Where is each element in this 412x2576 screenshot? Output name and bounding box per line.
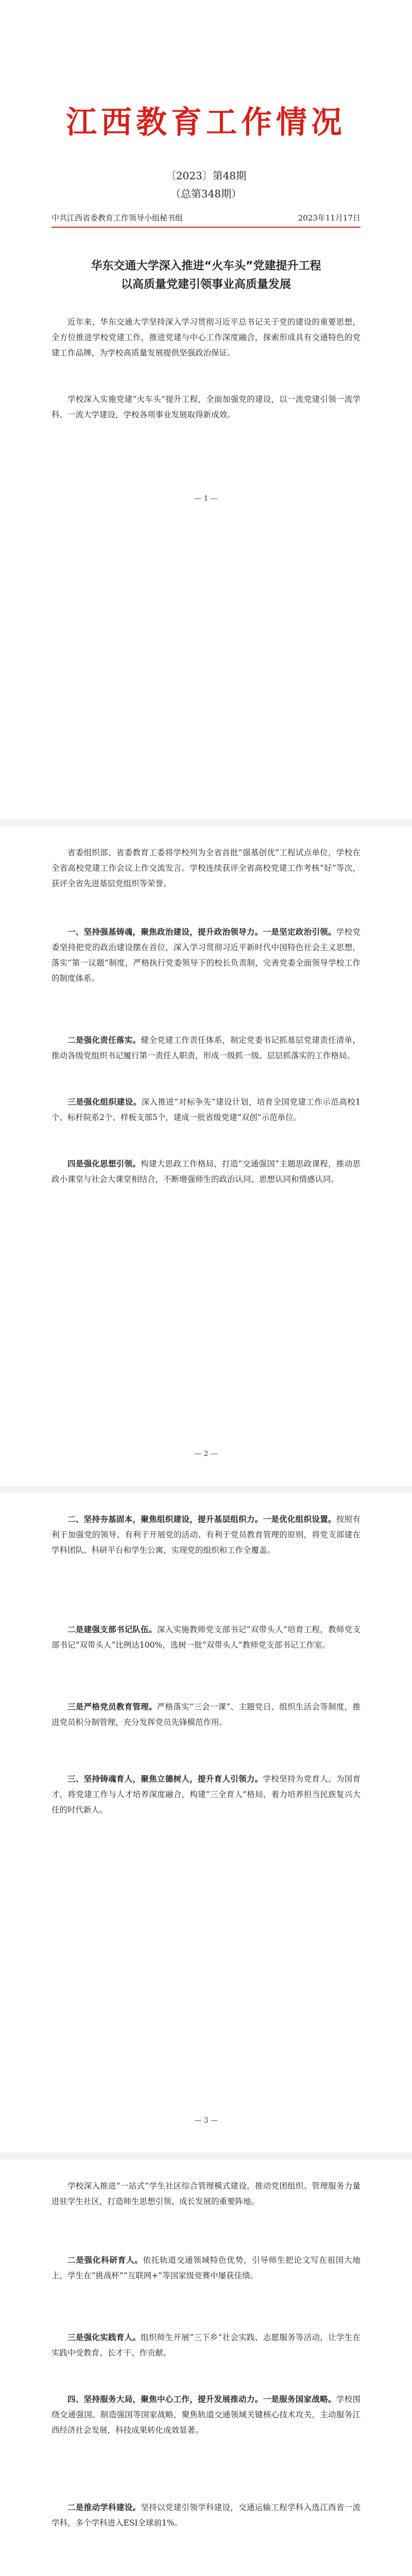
section-1c-paragraph: 三是强化组织建设。深入推进“对标争先”建设计划，培育全国党建工作示范高校1个、标杆院系2个、样板支部5个，建成一批省级党建“双创”示范单位。 (52, 1097, 360, 1122)
section-2c-paragraph: 三是严格党员教育管理。严格落实“三会一课”、主题党日、组织生活会等制度，推进党员积分制管理，充分发挥党员先锋模范作用。 (52, 1702, 360, 1727)
paragraph: 省委组织部、省委教育工委将学校列为全省首批“强基创优”工程试点单位，学校在全省高校党建工作会议上作交流发言。学校连续获评全省高校党建工作考核“好”等次，获评全省先进基层党组织等荣誉。 (52, 848, 360, 888)
intro-paragraph-2: 学校深入实施党建“火车头”提升工程，全面加强党的建设，以一流党建引领一流学科、一流大学建设，学校各项事业发展取得新成效。 (52, 395, 360, 419)
section-1b-paragraph: 二是强化责任落实。健全党建工作责任体系，制定党委书记抓基层党建责任清单，推动各级党组织书记履行第一责任人职责，形成一级抓一级、层层抓落实的工作格局。 (52, 1035, 360, 1060)
issue-number: 〔2023〕第48期 (165, 170, 247, 182)
page-separator (0, 819, 412, 826)
page-separator (0, 1486, 412, 1493)
section-4b-paragraph: 二是推动学科建设。坚持以党建引领学科建设，交通运输工程学科入选江西省一流学科，多个学科进入ESI全球前1%。 (52, 2502, 360, 2528)
section-heading-2: 二、坚持夯基固本，聚焦组织建设，提升基层组织力。 (67, 1514, 263, 1524)
section-3b-paragraph: 三是强化实践育人。组织师生开展“三下乡”社会实践、志愿服务等活动，让学生在实践中受教育、长才干、作贡献。 (52, 2332, 360, 2358)
section-4-paragraph: 四、坚持服务大局，聚焦中心工作，提升发展推动力。一是服务国家战略。学校围绕交通强国、制造强国等国家战略，聚焦轨道交通领域关键核心技术攻关，主动服务江西经济社会发展，科技成果转化成效显著。 (52, 2394, 360, 2435)
paragraph: 学校深入推进“一站式”学生社区综合管理模式建设，推动党团组织、管理服务力量进驻学生社区，打造师生思想引领、成长发展的重要阵地。 (52, 2181, 360, 2206)
org-line (52, 212, 360, 223)
section-heading-3: 三、坚持铸魂育人，聚焦立德树人，提升育人引领力。 (67, 1774, 263, 1784)
page-2 (0, 826, 412, 1486)
issue-total: （总第348期） (170, 188, 242, 200)
section-2-paragraph: 二、坚持夯基固本，聚焦组织建设，提升基层组织力。一是优化组织设置。按照有利于加强党的领导、有利于开展党的活动、有利于党员教育管理的原则，将党支部建在学科团队、科研平台和学生公寓，实现党的组织和工作全覆盖。 (52, 1514, 360, 1555)
header-red-rule (52, 227, 360, 228)
page-number-1: — 1 — (194, 495, 218, 503)
page-4 (0, 2160, 412, 2576)
section-heading-1: 一、坚持强基铸魂，聚焦政治建设，提升政治领导力。 (67, 927, 263, 937)
issue-date: 2023年11月17日 (298, 213, 360, 223)
section-1-paragraph: 一、坚持强基铸魂，聚焦政治建设，提升政治领导力。一是坚定政治引领。学校党委坚持把党的政治建设摆在首位，深入学习贯彻习近平新时代中国特色社会主义思想，落实“第一议题”制度，严格执行党委领导下的校长负责制，完善党委全面领导学校工作的制度体系。 (52, 927, 360, 983)
issuing-org: 中共江西省委教育工作领导小组秘书组 (52, 213, 183, 223)
section-1d-paragraph: 四是强化思想引领。构建大思政工作格局，打造“交通强国”主题思政课程，推动思政小课堂与社会大课堂相结合，不断增强师生的政治认同、思想认同和情感认同。 (52, 1159, 360, 1184)
masthead-title: 江西教育工作情况 (66, 105, 346, 141)
page-3 (0, 1493, 412, 2153)
section-2b-paragraph: 二是建强支部书记队伍。深入实施教师党支部书记“双带头人”培育工程，教师党支部书记“双带头人”比例达100%，选树一批“双带头人”教师党支部书记工作室。 (52, 1624, 360, 1650)
article-title-line-2: 以高质量党建引领事业高质量发展 (121, 278, 291, 291)
page-number-2: — 2 — (194, 1450, 218, 1458)
page-number-3: — 3 — (194, 2116, 218, 2125)
intro-paragraph: 近年来，华东交通大学坚持深入学习贯彻习近平总书记关于党的建设的重要思想，全方位推进学校党建工作，推进党建与中心工作深度融合，探索形成具有交通特色的党建工作品牌，为学校高质量发展提供坚强政治保证。 (52, 317, 360, 358)
section-3-paragraph: 三、坚持铸魂育人，聚焦立德树人，提升育人引领力。学校坚持为党育人、为国育才，将党建工作与人才培养深度融合，构建“三全育人”格局，着力培养担当民族复兴大任的时代新人。 (52, 1774, 360, 1815)
article-title-line-1: 华东交通大学深入推进“火车头”党建提升工程 (91, 260, 321, 273)
page-separator (0, 2153, 412, 2160)
section-3a-paragraph: 二是强化科研育人。依托轨道交通领域特色优势，引导师生把论文写在祖国大地上，学生在“挑战杯”“互联网+”等国家级竞赛中屡获佳绩。 (52, 2255, 360, 2280)
page-1 (0, 0, 412, 819)
section-heading-4: 四、坚持服务大局，聚焦中心工作，提升发展推动力。 (67, 2394, 263, 2404)
